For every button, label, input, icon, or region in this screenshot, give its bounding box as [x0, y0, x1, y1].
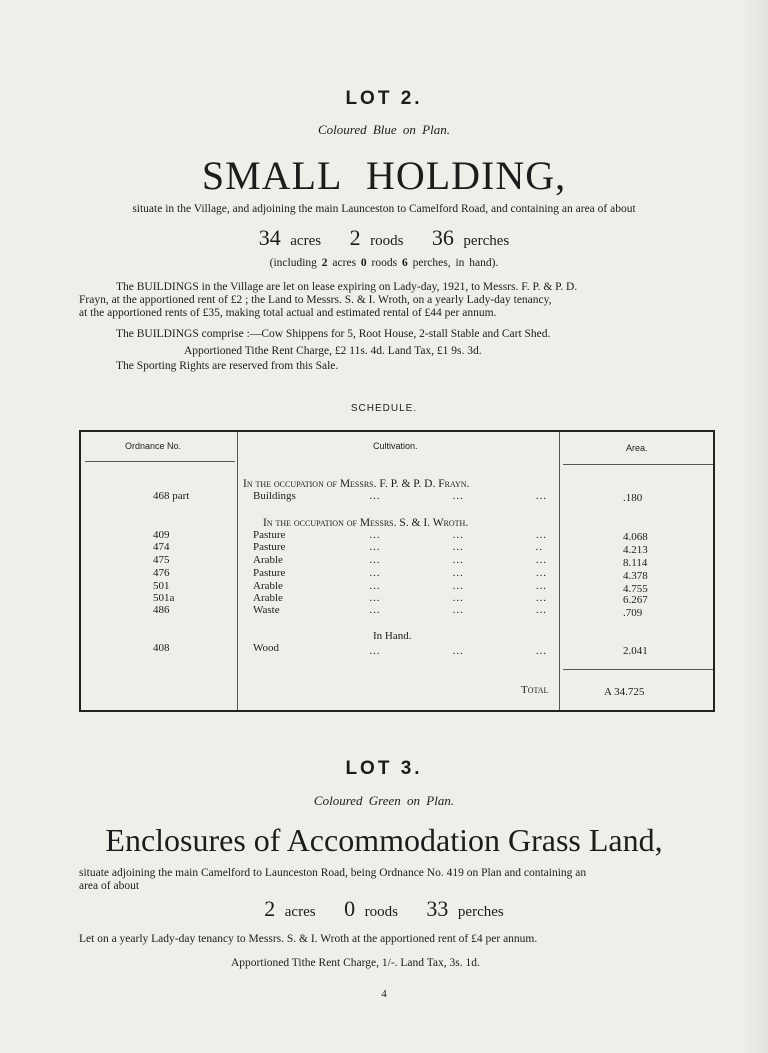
lot2-colour-note: Coloured Blue on Plan. [317, 122, 450, 137]
in-hand-perches: 6 [401, 257, 408, 269]
lease-line-1: The BUILDINGS in the Village are let on lease expiring on Lady-day, 1921, to Messrs. F. P. & P. D. [116, 281, 578, 293]
leader-dots: … … … [369, 604, 548, 616]
ordnance-no: 486 [153, 604, 170, 616]
lot3-title: Enclosures of Accommodation Grass Land, [105, 822, 663, 858]
leader-dots: … … .. [369, 541, 543, 553]
ordnance-no: 501a [153, 592, 175, 604]
leader-dots: … … … [369, 592, 548, 604]
area-value: .709 [623, 607, 643, 619]
total-label: Total [521, 684, 549, 696]
ordnance-no: 501 [153, 580, 170, 592]
in-hand-heading: In Hand. [373, 630, 412, 642]
lot3-situate-line-1: situate adjoining the main Camelford to Launceston Road, being Ordnance No. 419 on Plan and containing an [79, 867, 587, 879]
in-hand-perches-label: perches, in hand). [412, 257, 499, 269]
in-hand-roods: 0 [360, 257, 367, 269]
lot3-acres-value: 2 [264, 896, 276, 921]
lot2-perches-value: 36 [431, 225, 454, 250]
cultivation: Waste [253, 604, 280, 616]
header-rule [85, 461, 235, 462]
occupation-heading-wroth: In the occupation of Messrs. S. & I. Wroth. [263, 517, 469, 529]
schedule-table [79, 430, 715, 712]
in-hand-acres-label: acres [332, 257, 357, 269]
lot2-heading: LOT 2. [345, 88, 423, 109]
lot3-heading: LOT 3. [345, 758, 423, 779]
header-rule [563, 464, 713, 465]
lot3-perches-value: 33 [426, 896, 449, 921]
cultivation: Pasture [253, 541, 286, 553]
area-value: 4.755 [623, 583, 648, 595]
leader-dots: … … … [369, 567, 548, 579]
cultivation: Arable [253, 580, 283, 592]
area-value: .180 [623, 492, 643, 504]
cultivation: Arable [253, 592, 283, 604]
cultivation: Wood [253, 642, 280, 654]
lot3-colour-note: Coloured Green on Plan. [313, 793, 455, 808]
lot3-acres-label: acres [284, 904, 316, 920]
ordnance-no: 408 [153, 642, 170, 654]
area-value: 4.213 [623, 544, 648, 556]
column-divider [237, 432, 238, 710]
page-number: 4 [381, 988, 387, 1000]
lease-line-2: Frayn, at the apportioned rent of £2 ; the Land to Messrs. S. & I. Wroth, on a yearly Lady-day tenancy, [79, 294, 552, 306]
sporting-rights: The Sporting Rights are reserved from this Sale. [116, 360, 339, 372]
area-value: 4.068 [623, 531, 648, 543]
lot3-roods-value: 0 [344, 896, 356, 921]
lot3-tithe: Apportioned Tithe Rent Charge, 1/-. Land Tax, 3s. 1d. [231, 957, 480, 969]
lot2-acres-value: 34 [258, 225, 281, 250]
lot2-perches-label: perches [463, 233, 510, 249]
cultivation: Pasture [253, 567, 286, 579]
lot3-roods-label: roods [364, 904, 398, 920]
area-value: 2.041 [623, 645, 648, 657]
column-header-ordnance: Ordnance No. [125, 441, 182, 451]
lot2-roods-label: roods [370, 233, 404, 249]
lot2-acres-label: acres [290, 233, 322, 249]
leader-dots: … … … [369, 529, 548, 541]
column-header-area: Area. [626, 443, 648, 453]
leader-dots: … … … [369, 580, 548, 592]
area-value: 8.114 [623, 557, 648, 569]
lot2-area [0, 225, 768, 251]
leader-dots: … … … [369, 554, 548, 566]
cultivation: Buildings [253, 490, 296, 502]
ordnance-no: 474 [153, 541, 170, 553]
lot2-roods-value: 2 [349, 225, 361, 250]
ordnance-no: 409 [153, 529, 170, 541]
in-hand-roods-label: roods [371, 257, 398, 269]
column-header-cultivation: Cultivation. [373, 441, 418, 451]
in-hand-acres: 2 [321, 257, 328, 269]
ordnance-no: 476 [153, 567, 170, 579]
area-value: 4.378 [623, 570, 648, 582]
ordnance-no: 468 part [153, 490, 190, 502]
lot3-area [0, 896, 768, 922]
lot3-tenancy: Let on a yearly Lady-day tenancy to Messrs. S. & I. Wroth at the apportioned rent of £4 per annum. [79, 933, 538, 945]
occupation-heading-frayn: In the occupation of Messrs. F. P. & P. D. Frayn. [243, 478, 470, 490]
in-hand-prefix: (including [269, 257, 317, 269]
total-value: A 34.725 [604, 686, 645, 698]
buildings-comprise: The BUILDINGS comprise :—Cow Shippens for 5, Root House, 2-stall Stable and Cart Shed. [116, 328, 551, 340]
lease-line-3: at the apportioned rents of £35, making total actual and estimated rental of £44 per annum. [79, 307, 497, 319]
lot3-situate-line-2: area of about [79, 880, 140, 892]
leader-dots: … … … [369, 645, 548, 657]
ordnance-no: 475 [153, 554, 170, 566]
lot2-tithe: Apportioned Tithe Rent Charge, £2 11s. 4d. Land Tax, £1 9s. 3d. [184, 345, 482, 357]
cultivation: Pasture [253, 529, 286, 541]
schedule-title: SCHEDULE. [350, 403, 418, 414]
total-rule [563, 669, 713, 670]
lot2-in-hand-note [0, 257, 768, 269]
lot2-situate: situate in the Village, and adjoining the main Launceston to Camelford Road, and containing an area of about [132, 203, 636, 215]
cultivation: Arable [253, 554, 283, 566]
leader-dots: … … … [369, 490, 548, 502]
lot2-title: SMALL HOLDING, [201, 153, 567, 198]
column-divider [559, 432, 560, 710]
area-value: 6.267 [623, 594, 648, 606]
lot3-perches-label: perches [457, 904, 504, 920]
